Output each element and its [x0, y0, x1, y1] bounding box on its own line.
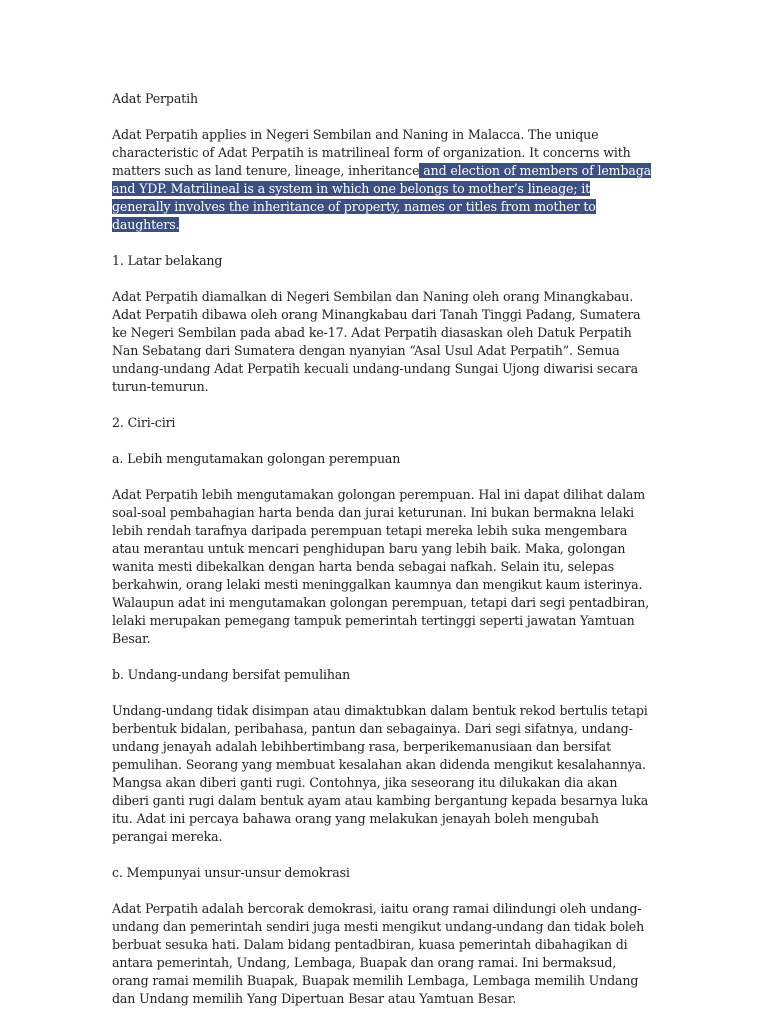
- paragraph-b: Undang-undang tidak disimpan atau dimaktubkan dalam bentuk rekod bertulis tetapi berbentuk bidalan, peribahasa, pantun dan sebagainya. Dari segi sifatnya, undang-undang jenayah adalah lebihbertimbang rasa, berperikemanusiaan dan bersifat pemulihan. Seorang yang membuat kesalahan akan didenda mengikut kesalahannya. Mangsa akan diberi ganti rugi. Contohnya, jika seseorang itu dilukakan dia akan diberi ganti rugi dalam bentuk ayam atau kambing bergantung kepada besarnya luka itu. Adat ini percaya bahawa orang yang melakukan jenayah boleh mengubah perangai mereka.: [112, 703, 649, 844]
- paragraph-a: Adat Perpatih lebih mengutamakan golongan perempuan. Hal ini dapat dilihat dalam soal-soal pembahagian harta benda dan jurai keturunan. Ini bukan bermakna lelaki lebih rendah tarafnya daripada perempuan tetapi mereka lebih suka mengembara atau merantau untuk mencari penghidupan baru yang lebih baik. Maka, golongan wanita mesti dibekalkan dengan harta benda sebagai nafkah. Selain itu, selepas berkahwin, orang lelaki mesti meninggalkan kaumnya dan mengikut kaum isterinya. Walaupun adat ini mengutamakan golongan perempuan, tetapi dari segi pentadbiran, lelaki merupakan pemegang tampuk pemerintah tertinggi seperti jawatan Yamtuan Besar.: [112, 487, 650, 646]
- document-body: [112, 90, 652, 1026]
- section-heading-latar-belakang: 1. Latar belakang: [112, 253, 223, 268]
- paragraph-latar-belakang: Adat Perpatih diamalkan di Negeri Sembilan dan Naning oleh orang Minangkabau. Adat Perpatih dibawa oleh orang Minangkabau dari Tanah Tinggi Padang, Sumatera ke Negeri Sembilan pada abad ke-17. Adat Perpatih diasaskan oleh Datuk Perpatih Nan Sebatang dari Sumatera dengan nyanyian “Asal Usul Adat Perpatih”. Semua undang-undang Adat Perpatih kecuali undang-undang Sungai Ujong diwarisi secara turun-temurun.: [112, 289, 641, 394]
- paragraph-c: Adat Perpatih adalah bercorak demokrasi, iaitu orang ramai dilindungi oleh undang-undang dan pemerintah sendiri juga mesti mengikut undang-undang dan tidak boleh berbuat sesuka hati. Dalam bidang pentadbiran, kuasa pemerintah dibahagikan di antara pemerintah, Undang, Lembaga, Buapak dan orang ramai. Ini bermaksud, orang ramai memilih Buapak, Buapak memilih Lembaga, Lembaga memilih Undang dan Undang memilih Yang Dipertuan Besar atau Yamtuan Besar.: [112, 901, 645, 1006]
- section-heading-ciri-ciri: 2. Ciri-ciri: [112, 415, 176, 430]
- intro-text: Adat Perpatih applies in Negeri Sembilan and Naning in Malacca. The unique characteristic of Adat Perpatih is matrilineal form of organization. It concerns with matters such as land tenure, lineage, inheritance: [112, 127, 631, 178]
- subheading-a: a. Lebih mengutamakan golongan perempuan: [112, 451, 401, 466]
- document-title: Adat Perpatih: [112, 91, 198, 106]
- subheading-b: b. Undang-undang bersifat pemulihan: [112, 667, 351, 682]
- selected-text-highlight[interactable]: and election of members of lembaga and YDP. Matrilineal is a system in which one belongs to mother’s lineage; it generally involves the inheritance of property, names or titles from mother to daughters.: [112, 163, 651, 232]
- intro-paragraph[interactable]: [112, 126, 652, 234]
- subheading-c: c. Mempunyai unsur-unsur demokrasi: [112, 865, 350, 880]
